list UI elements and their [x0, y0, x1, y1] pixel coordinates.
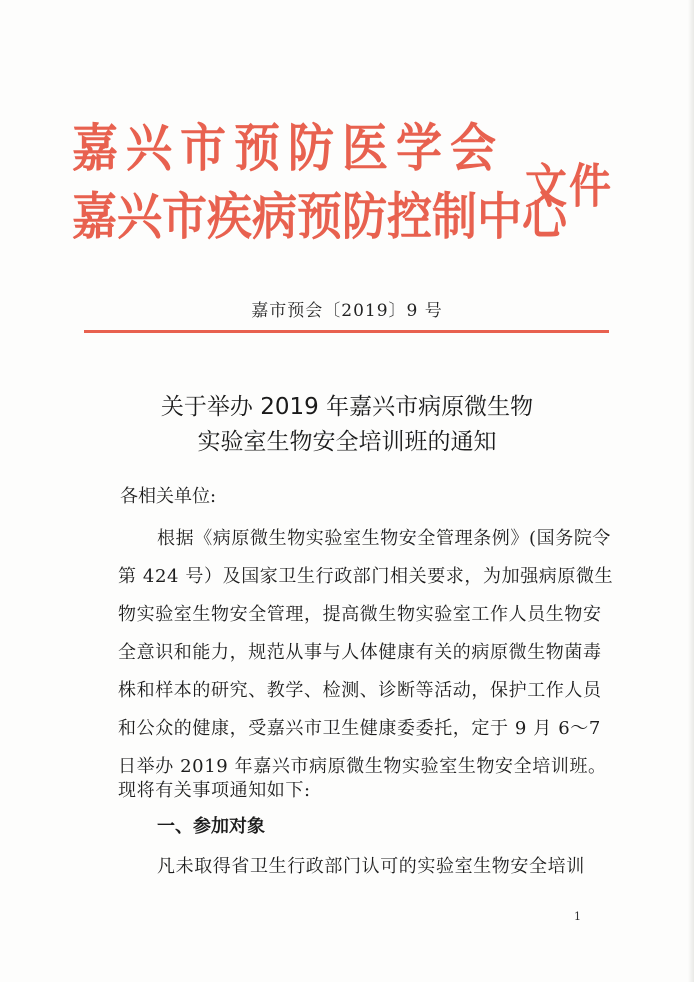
page-number: 1 [574, 910, 581, 923]
body-line: 凡未取得省卫生行政部门认可的实验室生物安全培训 [157, 856, 585, 877]
document-title-line-2: 实验室生物安全培训班的通知 [197, 429, 497, 455]
body-line: 根据《病原微生物实验室生物安全管理条例》(国务院令 [157, 528, 612, 549]
document-header [0, 0, 694, 260]
body-line: 日举办 2019 年嘉兴市病原微生物实验室生物安全培训班。 [118, 756, 607, 777]
document-title-line-1: 关于举办 2019 年嘉兴市病原微生物 [160, 394, 534, 420]
greeting: 各相关单位: [120, 486, 217, 507]
document-type-label: 文件 [525, 158, 614, 214]
red-divider-line [84, 330, 609, 333]
body-line: 全意识和能力，规范从事与人体健康有关的病原微生物菌毒 [118, 642, 602, 663]
issuer-line-2: 嘉兴市疾病预防控制中心 [72, 187, 568, 247]
body-line: 现将有关事项通知如下: [118, 780, 311, 801]
body-line: 第 424 号）及国家卫生行政部门相关要求，为加强病原微生 [118, 566, 614, 587]
body-line: 物实验室生物安全管理，提高微生物实验室工作人员生物安 [118, 604, 602, 625]
issuer-line-1: 嘉兴市预防医学会 [72, 118, 504, 179]
document-number: 嘉市预会〔2019〕9 号 [251, 301, 443, 321]
section-heading: 一、参加对象 [157, 816, 265, 837]
body-line: 和公众的健康，受嘉兴市卫生健康委委托，定于 9 月 6～7 [118, 718, 601, 739]
body-line: 株和样本的研究、教学、检测、诊断等活动，保护工作人员 [118, 680, 602, 701]
